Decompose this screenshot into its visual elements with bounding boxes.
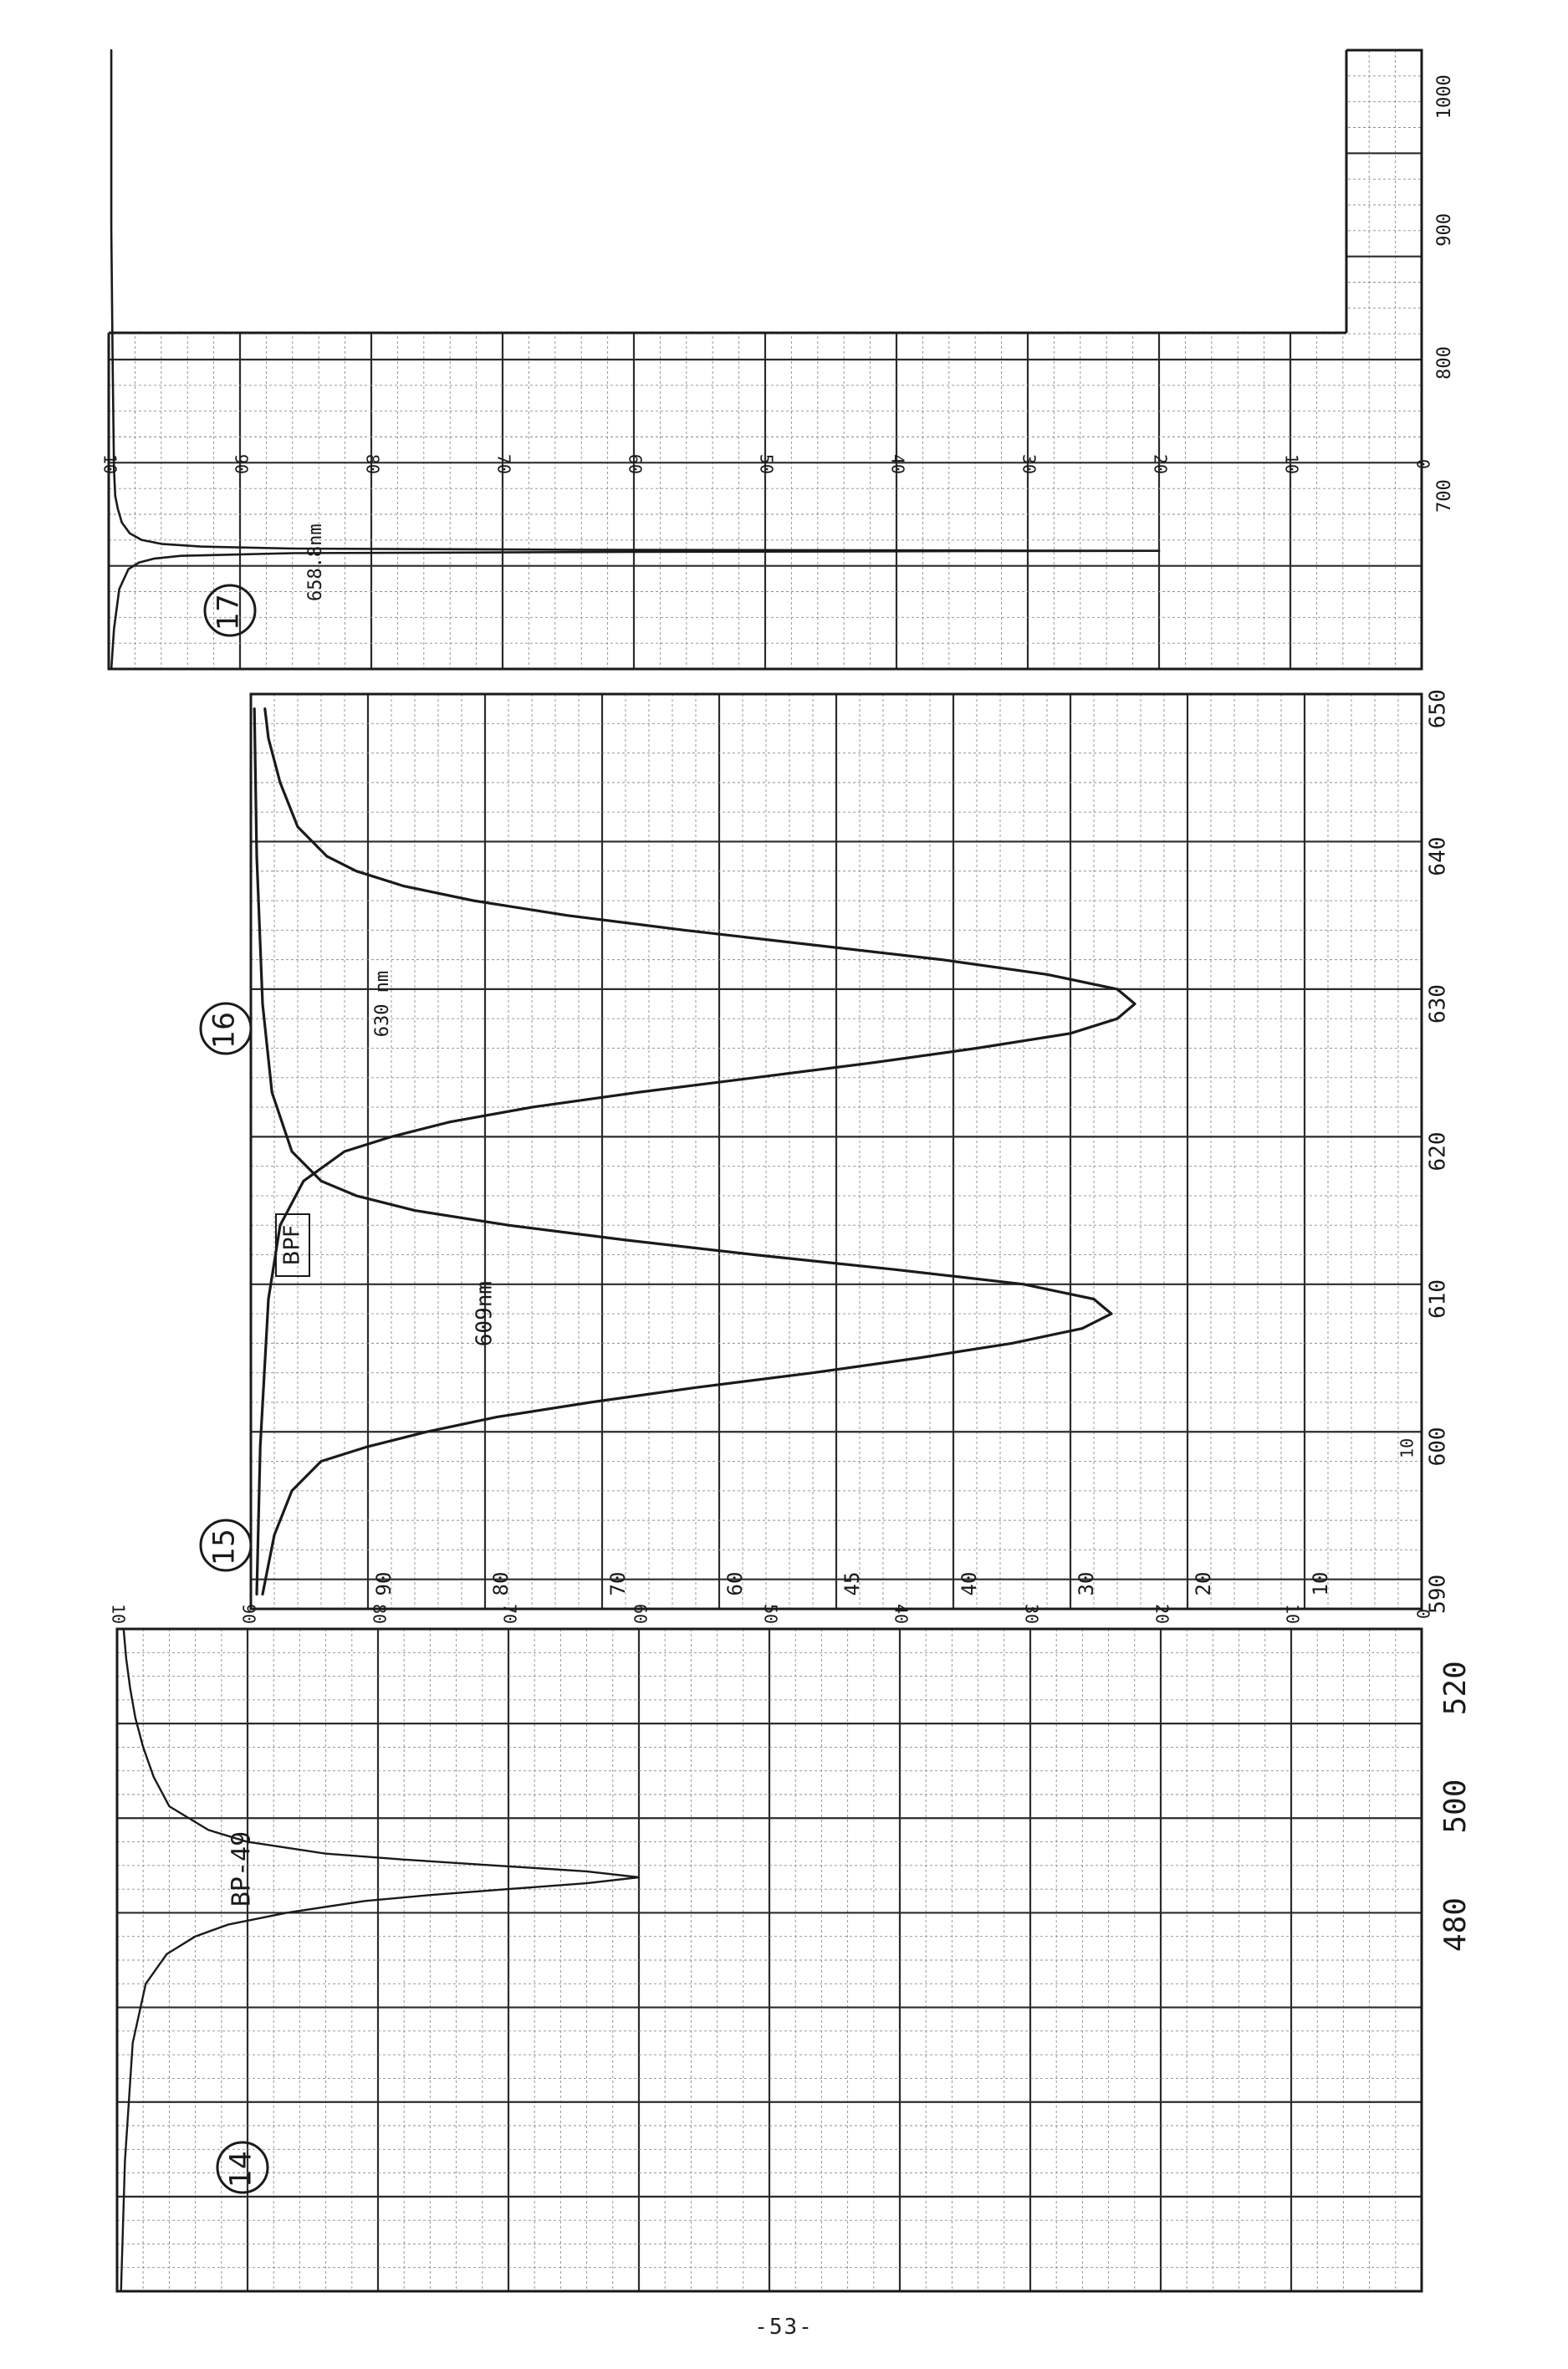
chart-17-figure-number: 17: [212, 594, 246, 631]
chart-14-ytick-label: 70: [499, 1603, 520, 1625]
chart-14-curve-label: BP-49: [227, 1830, 257, 1907]
chart-14-ytick-label: 0: [1412, 1608, 1433, 1620]
chart-15-16-xtick-label: 600: [1425, 1427, 1451, 1467]
chart-15-16-ytick-label: 60: [723, 1571, 747, 1596]
chart-14-xtick-label: 520: [1438, 1661, 1473, 1716]
chart-15-16-ytick-label: 90: [372, 1571, 396, 1596]
chart-16-peak-label: 630 nm: [372, 970, 393, 1038]
chart-15-16-xtick-label: 610: [1425, 1279, 1451, 1319]
chart-15-16-xtick-label: 650: [1425, 689, 1451, 729]
chart-15-16-xtick-label: 640: [1425, 836, 1451, 876]
chart-14-ytick-label: 20: [1152, 1603, 1172, 1625]
chart-14-ytick-label: 40: [891, 1603, 912, 1625]
chart-17-ytick-label: 0: [1412, 458, 1433, 470]
chart-17-ytick-label: 30: [1019, 453, 1039, 475]
chart-15-16-xtick-label: 590: [1425, 1574, 1451, 1614]
chart-15-16-ytick-label: 30: [1075, 1571, 1098, 1596]
chart-15-16-ytick-label: 10: [1309, 1571, 1332, 1596]
page-number: -53-: [754, 2315, 814, 2340]
chart-14-ytick-label: 10: [108, 1603, 129, 1625]
chart-15-16-extra-xtick: 10: [1397, 1437, 1417, 1458]
chart-17-ytick-label: 90: [231, 453, 252, 475]
chart-17-blank-area: [0, 0, 1346, 333]
chart-17-xtick-label: 700: [1434, 479, 1455, 513]
chart-15-16-xtick-label: 620: [1425, 1131, 1451, 1172]
chart-17-ytick-label: 80: [362, 453, 383, 475]
chart-17-xtick-label: 900: [1434, 212, 1455, 247]
chart-14-xtick-label: 480: [1438, 1897, 1473, 1953]
chart-14-ytick-label: 30: [1021, 1603, 1042, 1625]
chart-15-16-ytick-label: 80: [489, 1571, 513, 1596]
chart-15-16-xtick-label: 630: [1425, 984, 1451, 1024]
chart-15-16-ytick-label: 20: [1192, 1571, 1215, 1596]
chart-17-ytick-label: 70: [493, 453, 514, 475]
chart-15-16-ytick-label: 45: [840, 1571, 864, 1596]
chart-14-ytick-label: 80: [369, 1603, 390, 1625]
chart-16-figure-number: 16: [207, 1012, 242, 1049]
chart-14-xtick-label: 500: [1438, 1779, 1473, 1834]
chart-15-16-ytick-label: 40: [958, 1571, 981, 1596]
chart-17-xtick-label: 800: [1434, 346, 1455, 380]
chart-17-peak-label: 658.8nm: [305, 523, 326, 602]
chart-14-figure-number: 14: [224, 2151, 258, 2188]
chart-15-16-ytick-label: 70: [606, 1571, 630, 1596]
chart-15-figure-number: 15: [207, 1529, 242, 1565]
chart-17-ytick-label: 10: [100, 453, 120, 475]
chart-14-ytick-label: 60: [630, 1603, 651, 1625]
chart-17-ytick-label: 60: [625, 453, 646, 475]
chart-15-16-bpf-label: BPF: [279, 1224, 305, 1266]
chart-14-ytick-label: 50: [760, 1603, 781, 1625]
chart-17-ytick-label: 40: [887, 453, 908, 475]
chart-17-ytick-label: 50: [756, 453, 777, 475]
chart-17-ytick-label: 20: [1150, 453, 1171, 475]
chart-17-ytick-label: 10: [1281, 453, 1302, 475]
chart-14-ytick-label: 10: [1282, 1603, 1303, 1625]
chart-15-peak-label: 609nm: [472, 1280, 498, 1347]
chart-17-xtick-label: 1000: [1434, 74, 1455, 120]
chart-14-ytick-label: 90: [238, 1603, 259, 1625]
